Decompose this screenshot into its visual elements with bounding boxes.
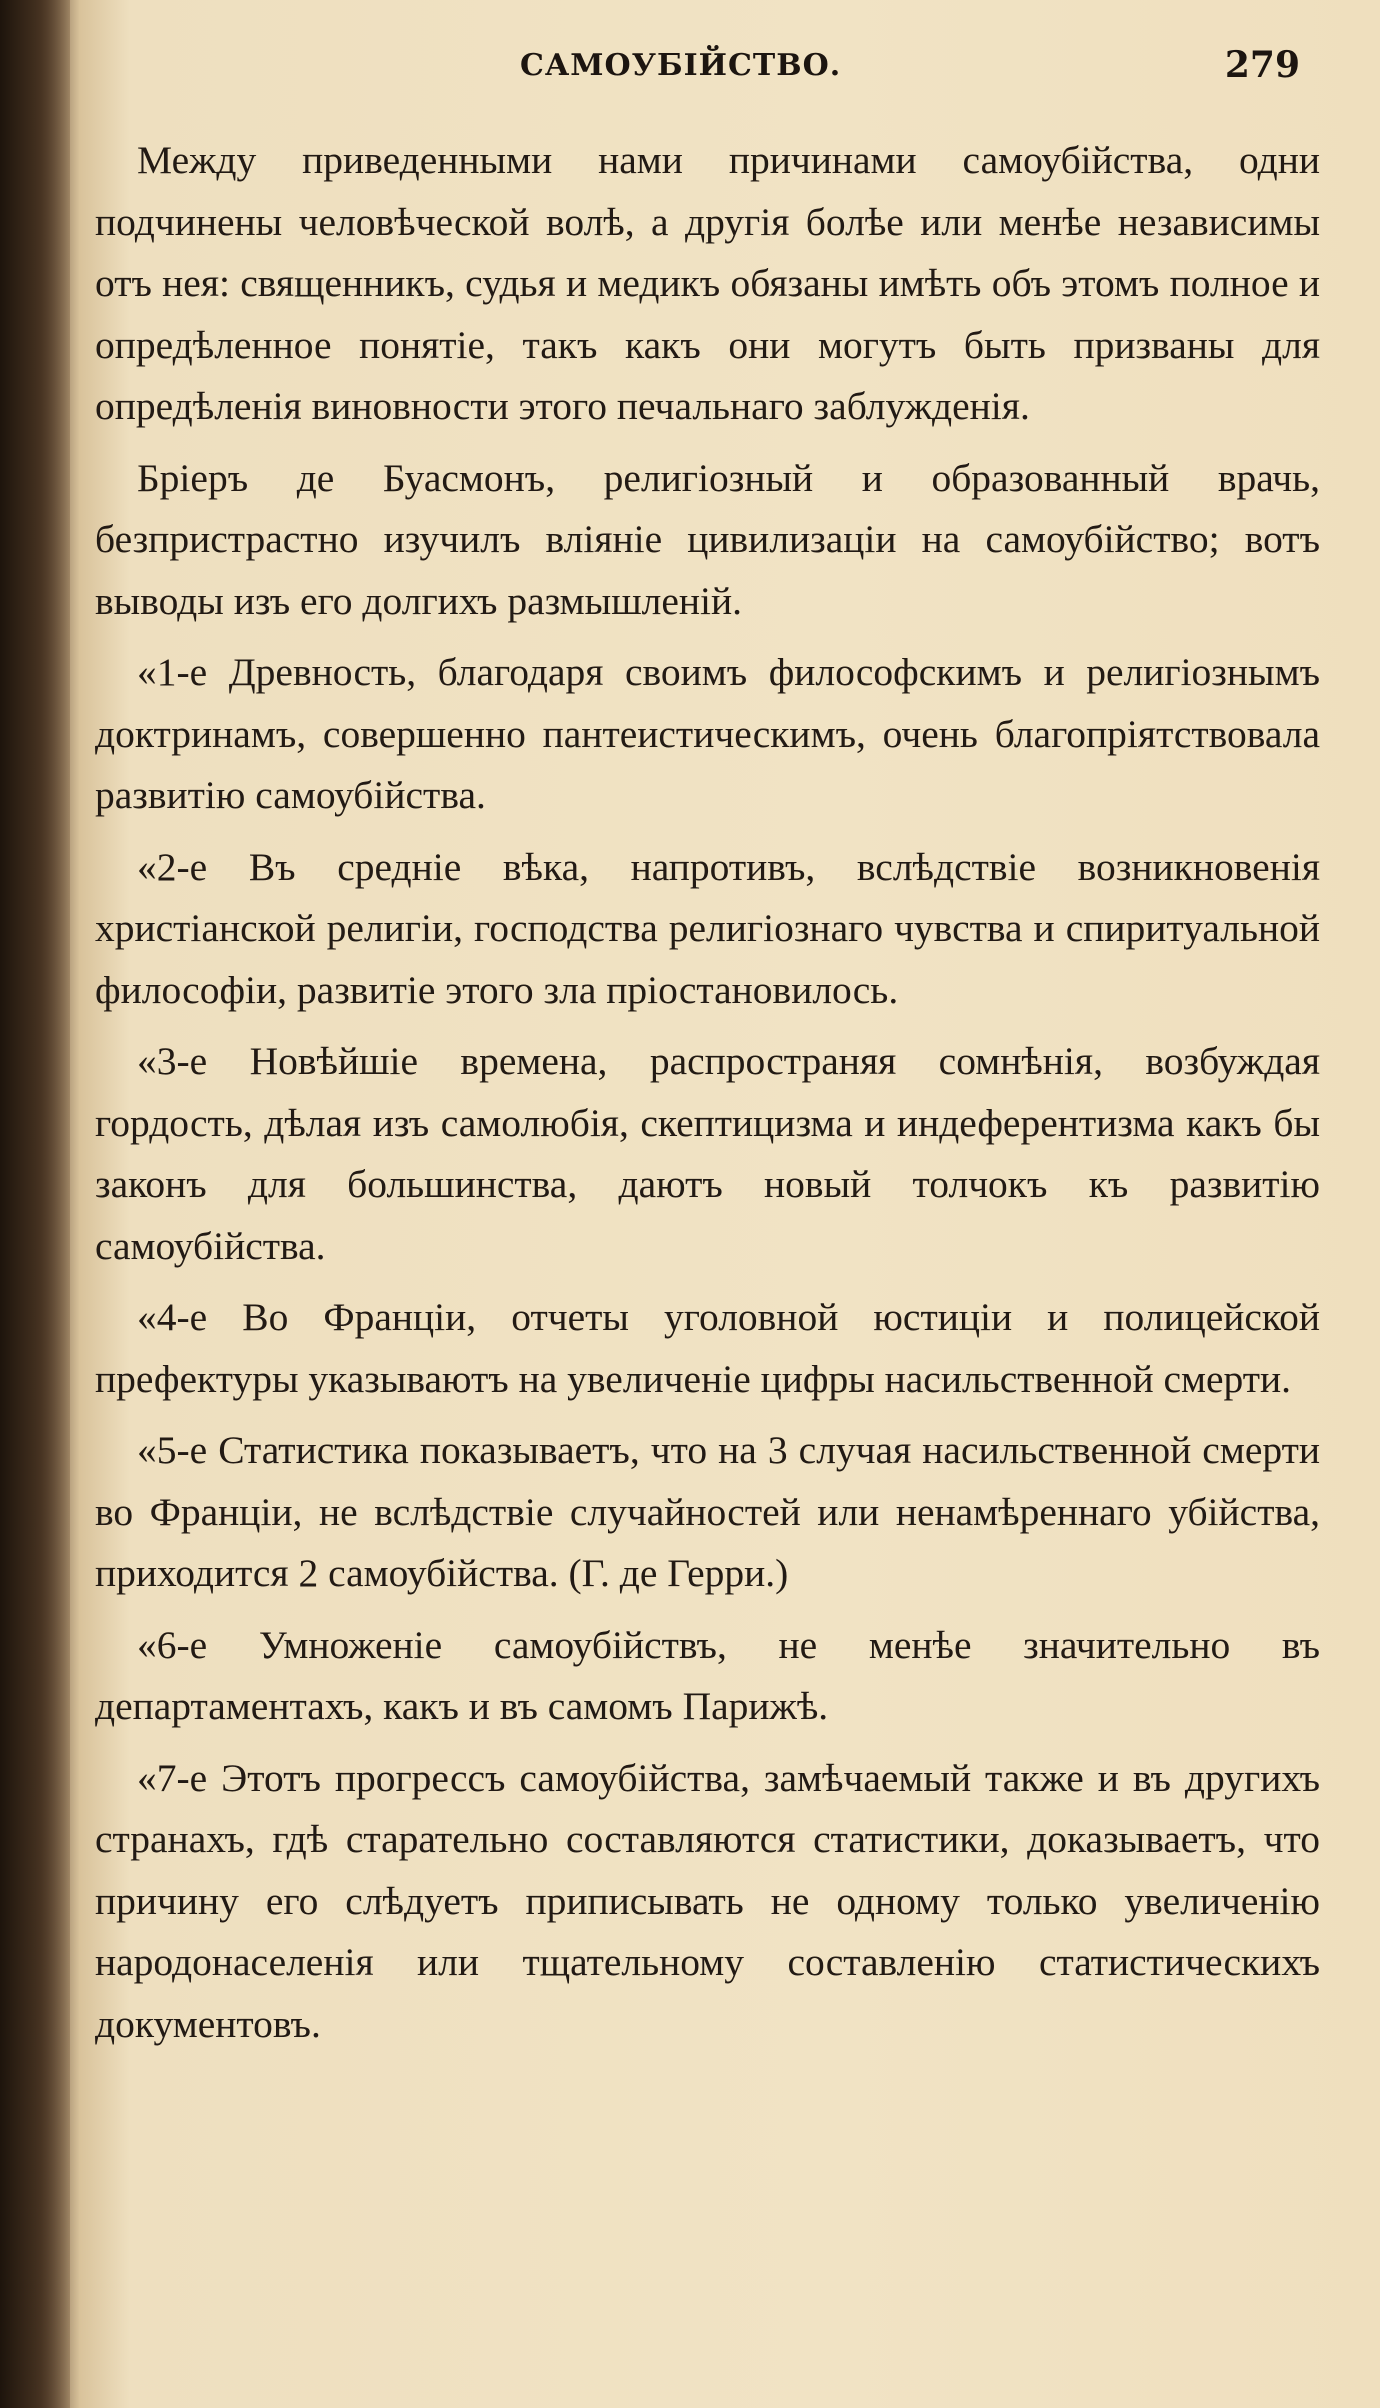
page-number: 279	[1224, 44, 1300, 86]
paragraph: «7-е Этотъ прогрессъ самоубійства, замѣчаемый также и въ другихъ странахъ, гдѣ старательно составляются статистики, доказываетъ, что причину его слѣдуетъ приписывать не одному только увеличенію народонаселенія или тщательному составленію статистическихъ документовъ.	[95, 1755, 1320, 2046]
page-body-text	[95, 130, 1320, 2065]
paragraph: «2-е Въ средніе вѣка, напротивъ, вслѣдствіе возникновенія христіанской религіи, господства религіознаго чувства и спиритуальной философіи, развитіе этого зла пріостановилось.	[95, 844, 1320, 1012]
paragraph: Бріеръ де Буасмонъ, религіозный и образованный врачь, безпристрастно изучилъ вліяніе цивилизаціи на самоубійство; вотъ выводы изъ его долгихъ размышленій.	[95, 455, 1320, 623]
running-head: САМОУБІЙСТВО.	[520, 48, 842, 83]
paragraph: «6-е Умноженіе самоубійствъ, не менѣе значительно въ департаментахъ, какъ и въ самомъ Парижѣ.	[95, 1622, 1320, 1728]
page-header	[100, 40, 1340, 100]
paragraph: «1-е Древность, благодаря своимъ философскимъ и религіознымъ доктринамъ, совершенно пантеистическимъ, очень благопріятствовала развитію самоубійства.	[95, 650, 1320, 817]
paragraph: Между приведенными нами причинами самоубійства, одни подчинены человѣческой волѣ, а другія болѣе или менѣе независимы отъ нея: священникъ, судья и медикъ обязаны имѣть объ этомъ полное и опредѣленное понятіе, такъ какъ они могутъ быть призваны для опредѣленія виновности этого печальнаго заблужденія.	[95, 138, 1320, 428]
paragraph: «3-е Новѣйшіе времена, распространяя сомнѣнія, возбуждая гордость, дѣлая изъ самолюбія, скептицизма и индеферентизма какъ бы законъ для большинства, даютъ новый толчокъ къ развитію самоубійства.	[95, 1039, 1320, 1268]
paragraph: «5-е Статистика показываетъ, что на 3 случая насильственной смерти во Франціи, не вслѣдствіе случайностей или ненамѣреннаго убійства, приходится 2 самоубійства. (Г. де Герри.)	[95, 1428, 1320, 1595]
book-spine-shadow	[0, 0, 70, 2408]
paragraph: «4-е Во Франціи, отчеты уголовной юстиціи и полицейской префектуры указываютъ на увеличеніе цифры насильственной смерти.	[95, 1295, 1320, 1401]
